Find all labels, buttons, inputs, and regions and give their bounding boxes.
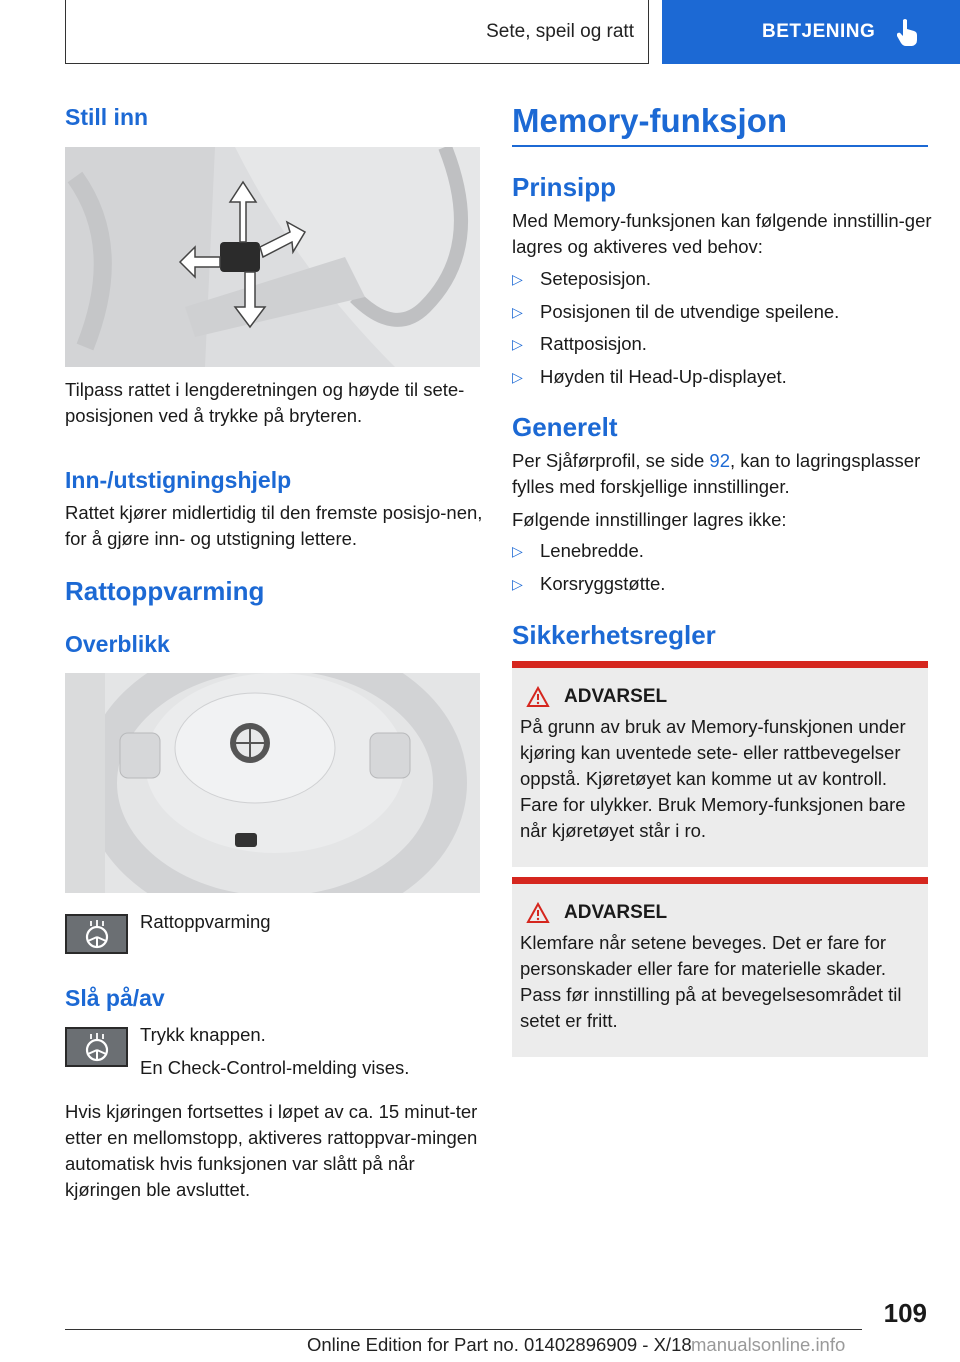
header-chapter-title: BETJENING: [762, 21, 876, 42]
rattoppvarming-icon-label: Rattoppvarming: [140, 911, 271, 932]
prinsipp-list: [512, 266, 932, 396]
header-section-tab: [65, 0, 649, 64]
generelt-text: Per Sjåførprofil, se side 92, kan to lagringsplasser fylles med forskjellige innstillinger.: [512, 450, 921, 497]
heading-sla-pa-av: Slå på/av: [65, 985, 165, 1011]
heading-sikkerhetsregler: Sikkerhetsregler: [512, 620, 716, 650]
sla-step-2: En Check-Control-melding vises.: [140, 1057, 410, 1078]
heading-rattoppvarming: Rattoppvarming: [65, 576, 265, 606]
footer-divider: [65, 1329, 862, 1330]
heading-still-inn: Still inn: [65, 104, 149, 130]
warning-title: ADVARSEL: [564, 686, 668, 707]
list-item: ▷ Korsryggstøtte.: [512, 572, 666, 594]
inn-ut-text: Rattet kjører midlertidig til den fremste posisjo-nen, for å gjøre inn- og utstigning lettere.: [65, 502, 483, 549]
warning-title: ADVARSEL: [564, 902, 668, 923]
warning-triangle-icon: [526, 902, 550, 924]
list-item: ▷ Høyden til Head-Up-displayet.: [512, 365, 787, 387]
generelt-text-2: Følgende innstillinger lagres ikke:: [512, 509, 787, 530]
pointing-hand-icon: [897, 18, 919, 46]
page-number: 109: [883, 1298, 927, 1328]
heated-steering-button-icon[interactable]: [65, 914, 128, 954]
warning-triangle-icon: [526, 686, 550, 708]
list-item: ▷ Rattposisjon.: [512, 333, 647, 354]
list-item: ▷ Posisjonen til de utvendige speilene.: [512, 300, 840, 322]
page-link-92[interactable]: 92: [709, 450, 730, 471]
warning-text: På grunn av bruk av Memory-funskjonen under kjøring kan uventede sete- eller rattbevegelser oppstå. Kjøretøyet kan komme ut av kontroll. Fare for ulykker. Bruk Memory-funksjonen bare når kjøretøyet står i ro.: [520, 716, 906, 841]
steering-adjust-image: [65, 147, 480, 367]
heading-prinsipp: Prinsipp: [512, 172, 617, 202]
header-section-title: Sete, speil og ratt: [486, 20, 634, 42]
footer-edition: Online Edition for Part no. 01402896909 - X/18: [307, 1334, 692, 1355]
still-inn-caption: Tilpass rattet i lengderetningen og høyde til sete-posisjonen ved å trykke på bryteren.: [65, 379, 465, 426]
sla-text: Hvis kjøringen fortsettes i løpet av ca. 15 minut-ter etter en mellomstopp, aktiveres rattoppvar-mingen automatisk hvis funksjonen var slått på når kjøringen ble avsluttet.: [65, 1101, 478, 1200]
warning-box-1: [512, 661, 928, 867]
sla-step-1: Trykk knappen.: [140, 1024, 266, 1045]
watermark: manualsonline.info: [691, 1334, 846, 1355]
page-title-memory: Memory-funksjon: [512, 102, 788, 139]
warning-text: Klemfare når setene beveges. Det er fare for personskader eller fare for materielle skader. Pass før innstilling på at bevegelsesområdet til setet er fritt.: [520, 932, 902, 1031]
list-item: ▷ Seteposisjon.: [512, 268, 652, 289]
header-chapter-tab[interactable]: [662, 0, 960, 64]
title-underline: [512, 145, 928, 147]
warning-box-2: [512, 877, 928, 1057]
list-item: ▷ Lenebredde.: [512, 540, 644, 561]
heading-overblikk: Overblikk: [65, 631, 170, 657]
heading-generelt: Generelt: [512, 412, 618, 442]
heading-inn-ut: Inn-/utstigningshjelp: [65, 467, 292, 493]
generelt-list: [512, 538, 932, 603]
heated-steering-button-icon-2[interactable]: [65, 1027, 128, 1067]
steering-wheel-image: [65, 673, 480, 893]
prinsipp-text: Med Memory-funksjonen kan følgende innstillin-ger lagres og aktiveres ved behov:: [512, 210, 932, 257]
